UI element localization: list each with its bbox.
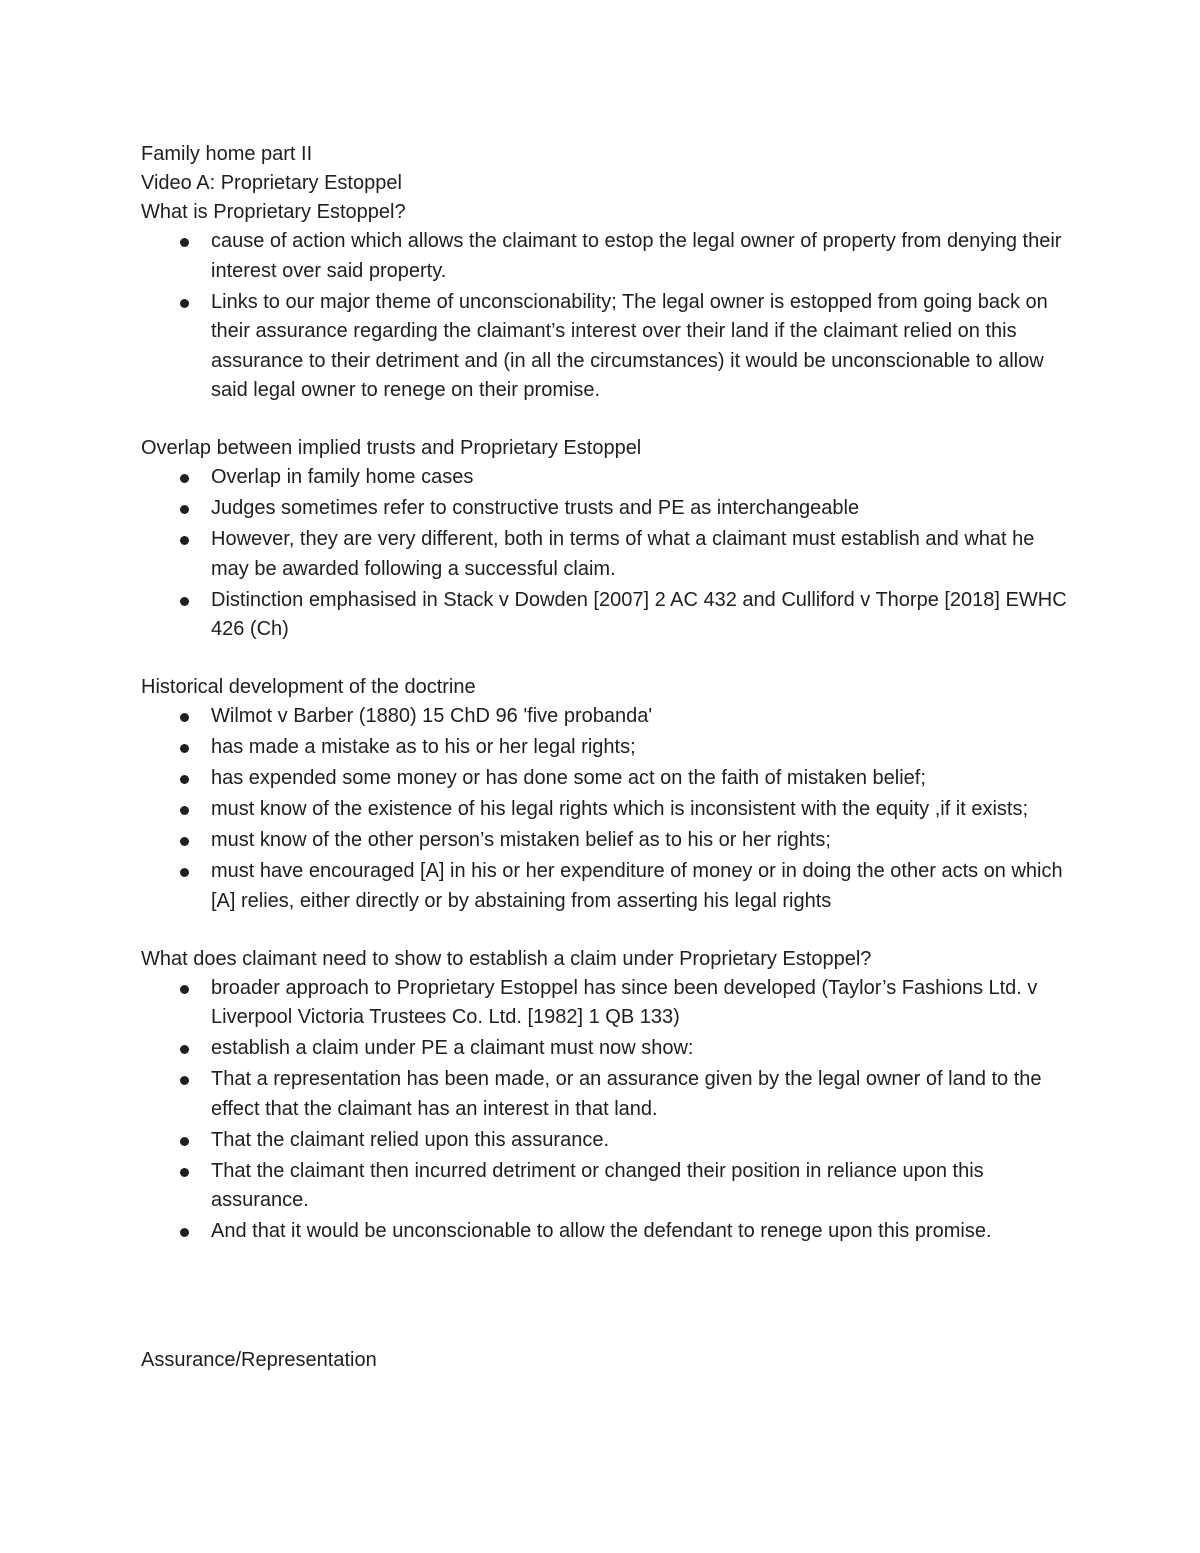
bullet-dot-icon	[180, 1228, 189, 1237]
list-item: However, they are very different, both in terms of what a claimant must establish and what he may be awarded following a successful claim.	[141, 525, 1071, 584]
document-body	[141, 140, 1071, 1375]
list-item: That the claimant relied upon this assurance.	[141, 1126, 1071, 1156]
bullet-dot-icon	[180, 775, 189, 784]
paragraph-spacer	[141, 407, 1071, 434]
paragraph-spacer	[141, 918, 1071, 945]
list-item: cause of action which allows the claimant to estop the legal owner of property from denying their interest over said property.	[141, 227, 1071, 286]
list-item: has expended some money or has done some act on the faith of mistaken belief;	[141, 764, 1071, 794]
bullet-list	[141, 227, 1071, 406]
bullet-dot-icon	[180, 868, 189, 877]
list-item: Wilmot v Barber (1880) 15 ChD 96 'five probanda'	[141, 702, 1071, 732]
paragraph-spacer	[141, 1248, 1071, 1346]
bullet-dot-icon	[180, 1076, 189, 1085]
list-item: must know of the other person’s mistaken belief as to his or her rights;	[141, 826, 1071, 856]
list-item: must know of the existence of his legal rights which is inconsistent with the equity ,if it exists;	[141, 795, 1071, 825]
bullet-list	[141, 974, 1071, 1247]
list-item: That a representation has been made, or an assurance given by the legal owner of land to the effect that the claimant has an interest in that land.	[141, 1065, 1071, 1124]
list-item: Overlap in family home cases	[141, 463, 1071, 493]
bullet-dot-icon	[180, 1168, 189, 1177]
bullet-dot-icon	[180, 536, 189, 545]
bullet-dot-icon	[180, 837, 189, 846]
bullet-dot-icon	[180, 238, 189, 247]
bullet-dot-icon	[180, 597, 189, 606]
section-heading: Assurance/Representation	[141, 1349, 377, 1371]
list-item: broader approach to Proprietary Estoppel has since been developed (Taylor’s Fashions Ltd. v Liverpool Victoria Trustees Co. Ltd. [1982] 1 QB 133)	[141, 974, 1071, 1033]
bullet-list	[141, 463, 1071, 645]
bullet-dot-icon	[180, 1045, 189, 1054]
bullet-dot-icon	[180, 1137, 189, 1146]
bullet-dot-icon	[180, 806, 189, 815]
section-heading: What does claimant need to show to establish a claim under Proprietary Estoppel?	[141, 947, 872, 970]
list-item: Distinction emphasised in Stack v Dowden [2007] 2 AC 432 and Culliford v Thorpe [2018] EWHC 426 (Ch)	[141, 586, 1071, 645]
list-item: Links to our major theme of unconscionability; The legal owner is estopped from going back on their assurance regarding the claimant’s interest over their land if the claimant relied on this assurance to their detriment and (in all the circumstances) it would be unconscionable to allow said legal owner to renege on their promise.	[141, 288, 1071, 406]
paragraph-spacer	[141, 646, 1071, 673]
bullet-dot-icon	[180, 299, 189, 308]
video-subtitle: Video A: Proprietary Estoppel	[141, 172, 402, 194]
section-heading: Overlap between implied trusts and Proprietary Estoppel	[141, 437, 642, 459]
list-item: has made a mistake as to his or her legal rights;	[141, 733, 1071, 763]
list-item: And that it would be unconscionable to allow the defendant to renege upon this promise.	[141, 1217, 1071, 1247]
bullet-list	[141, 702, 1071, 916]
list-item: Judges sometimes refer to constructive trusts and PE as interchangeable	[141, 494, 1071, 524]
bullet-dot-icon	[180, 474, 189, 483]
document-title: Family home part II	[141, 143, 313, 165]
bullet-dot-icon	[180, 713, 189, 722]
list-item: must have encouraged [A] in his or her expenditure of money or in doing the other acts on which [A] relies, either directly or by abstaining from asserting his legal rights	[141, 857, 1071, 916]
section-heading: Historical development of the doctrine	[141, 676, 476, 698]
section-heading: What is Proprietary Estoppel?	[141, 201, 406, 223]
bullet-dot-icon	[180, 985, 189, 994]
list-item: establish a claim under PE a claimant must now show:	[141, 1034, 1071, 1064]
list-item: That the claimant then incurred detriment or changed their position in reliance upon this assurance.	[141, 1157, 1071, 1216]
bullet-dot-icon	[180, 505, 189, 514]
bullet-dot-icon	[180, 744, 189, 753]
